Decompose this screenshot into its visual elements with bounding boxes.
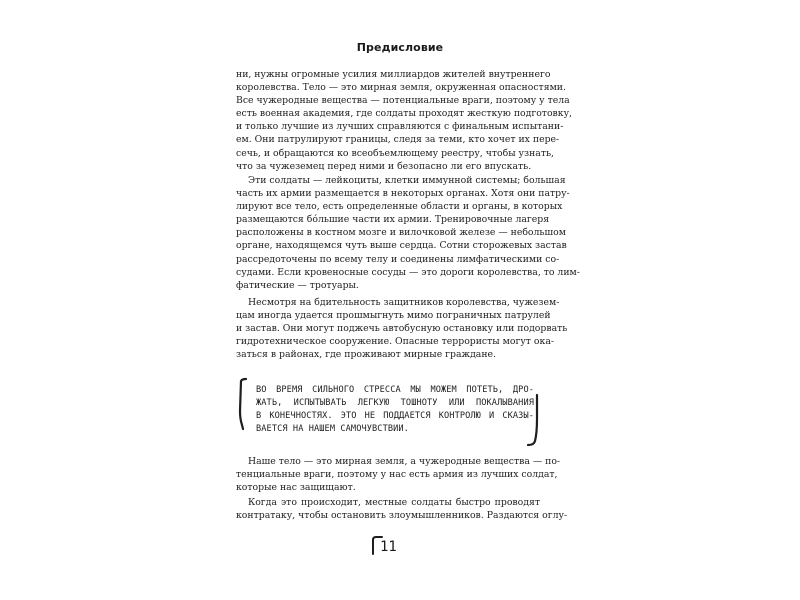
text-line: лируют все тело, есть определенные области и органы, в которых bbox=[236, 201, 563, 213]
paragraph-3 bbox=[236, 296, 568, 361]
text-line: ни, нужны огромные усилия миллиардов жителей внутреннего bbox=[236, 69, 551, 80]
text-line: часть их армии размещается в некоторых органах. Хотя они патру- bbox=[236, 188, 570, 200]
text-line: расположены в костном мозге и вилочковой железе — небольшом bbox=[236, 227, 566, 239]
text-line: королевства. Тело — это мирная земля, окруженная опасностями. bbox=[236, 82, 566, 94]
text-line: органе, находящемся чуть выше сердца. Сотни сторожевых застав bbox=[236, 240, 567, 252]
text-line: тенциальные враги, поэтому у нас есть армия из лучших солдат, bbox=[236, 469, 558, 481]
text-line: судами. Если кровеносные сосуды — это дороги королевства, то лим- bbox=[236, 266, 580, 278]
text-line: Эти солдаты — лейкоциты, клетки иммунной системы; большая bbox=[248, 175, 566, 186]
running-title: Предисловие bbox=[356, 41, 444, 54]
callout-line: В КОНЕЧНОСТЯХ. ЭТО НЕ ПОДДАЕТСЯ КОНТРОЛЮ И СКАЗЫ- bbox=[256, 411, 534, 421]
text-line: и только лучшие из лучших справляются с финальным испытани- bbox=[236, 121, 564, 133]
text-line: что за чужеземец перед ними и безопасно ли его впускать. bbox=[236, 160, 532, 172]
text-line: Когда это происходит, местные солдаты быстро проводят bbox=[248, 497, 540, 508]
page-number-area bbox=[370, 534, 410, 558]
callout-line: ВО ВРЕМЯ СИЛЬНОГО СТРЕССА МЫ МОЖЕМ ПОТЕТЬ, ДРО- bbox=[256, 385, 534, 395]
paragraph-5 bbox=[236, 496, 568, 522]
page-number: 11 bbox=[380, 539, 397, 555]
text-line: которые нас защищают. bbox=[236, 482, 356, 494]
text-line: Несмотря на бдительность защитников королевства, чужезем- bbox=[248, 297, 560, 308]
text-line: гидротехническое сооружение. Опасные террористы могут ока- bbox=[236, 336, 555, 348]
callout-line: ЖАТЬ, ИСПЫТЫВАТЬ ЛЕГКУЮ ТОШНОТУ ИЛИ ПОКАЛЫВАНИЯ bbox=[256, 398, 534, 408]
callout-text bbox=[256, 384, 534, 436]
paragraph-4 bbox=[236, 455, 561, 494]
text-line: контратаку, чтобы остановить злоумышленников. Раздаются оглу- bbox=[236, 510, 568, 522]
callout-line: ВАЕТСЯ НА НАШЕМ САМОЧУВСТВИИ. bbox=[256, 424, 409, 434]
text-line: Наше тело — это мирная земля, а чужеродные вещества — по- bbox=[248, 456, 561, 467]
text-line: размещаются бóльшие части их армии. Тренировочные лагеря bbox=[236, 214, 550, 226]
callout-box bbox=[234, 375, 544, 451]
text-line: есть военная академия, где солдаты проходят жесткую подготовку, bbox=[236, 108, 573, 120]
paragraph-1 bbox=[236, 68, 573, 173]
text-line: заться в районах, где проживают мирные граждане. bbox=[236, 349, 496, 361]
text-line: рассредоточены по всему телу и соединены лимфатическими со- bbox=[236, 253, 560, 265]
text-line: Все чужеродные вещества — потенциальные враги, поэтому у тела bbox=[236, 95, 570, 107]
text-line: фатические — тротуары. bbox=[236, 279, 359, 291]
paragraph-2 bbox=[236, 174, 580, 292]
text-line: сечь, и обращаются ко всеобъемлющему реестру, чтобы узнать, bbox=[236, 147, 554, 159]
text-line: цам иногда удается прошмыгнуть мимо пограничных патрулей bbox=[236, 310, 551, 322]
text-line: ем. Они патрулируют границы, следя за теми, кто хочет их пере- bbox=[236, 134, 560, 146]
text-line: и застав. Они могут поджечь автобусную остановку или подорвать bbox=[236, 323, 568, 335]
